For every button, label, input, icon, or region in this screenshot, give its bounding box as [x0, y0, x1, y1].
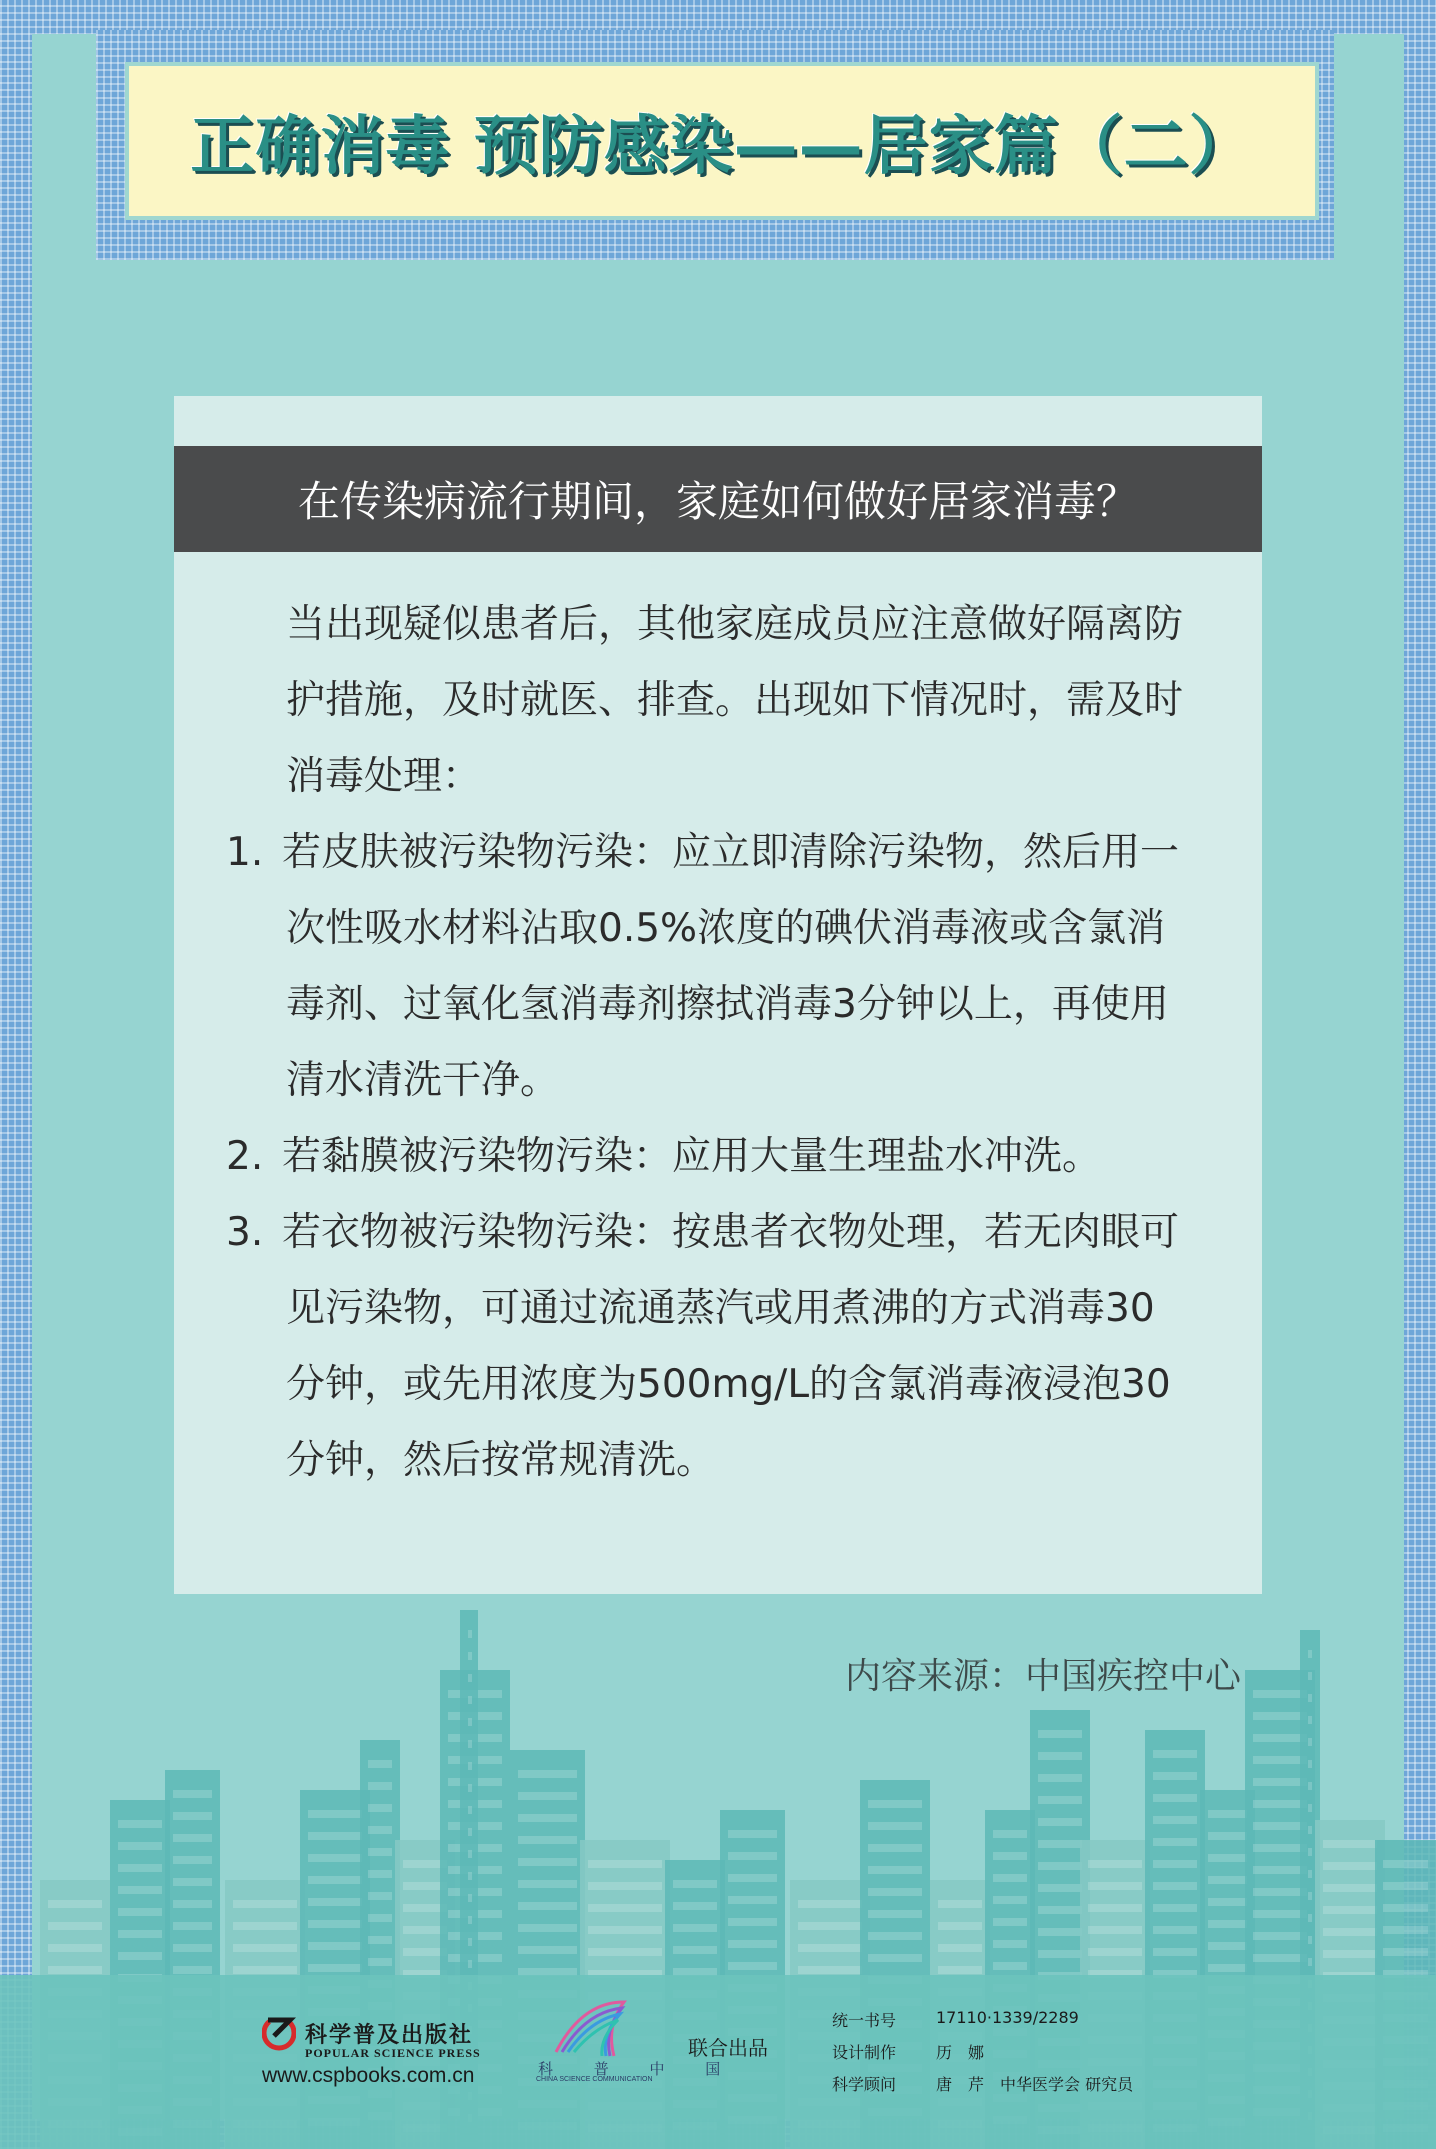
item-line: 见污染物，可通过流通蒸汽或用煮沸的方式消毒30: [286, 1286, 1155, 1331]
item-line: 若衣物被污染物污染：按患者衣物处理，若无肉眼可: [282, 1210, 1180, 1255]
item-number: 1.: [226, 830, 264, 875]
item-line: 清水清洗干净。: [286, 1058, 560, 1103]
credit-value: 历 娜: [936, 2043, 985, 2062]
question-text: 在传染病流行期间，家庭如何做好居家消毒？: [297, 477, 1138, 526]
joint-production: 联合出品: [688, 2036, 768, 2060]
intro-line: 消毒处理：: [286, 754, 482, 799]
item-line: 若皮肤被污染物污染：应立即清除污染物，然后用一: [282, 830, 1180, 875]
publisher-logo-icon: [262, 2014, 296, 2052]
credit-value: 唐 芹 中华医学会 研究员: [936, 2075, 1134, 2094]
intro-line: 护措施，及时就医、排查。出现如下情况时，需及时: [286, 678, 1184, 723]
publisher-name-en: POPULAR SCIENCE PRESS: [305, 2046, 481, 2060]
credit-label: 科学顾问: [832, 2075, 897, 2094]
poster-title: 正确消毒 预防感染——居家篇（二）: [190, 110, 1254, 184]
publisher-name: 科学普及出版社: [305, 2022, 474, 2048]
item-number: 3.: [226, 1210, 264, 1255]
item-line: 分钟，或先用浓度为500mg/L的含氯消毒液浸泡30: [286, 1362, 1171, 1407]
content-source: 内容来源：中国疾控中心: [844, 1656, 1241, 1697]
intro-line: 当出现疑似患者后，其他家庭成员应注意做好隔离防: [286, 602, 1184, 647]
item-line: 若黏膜被污染物污染：应用大量生理盐水冲洗。: [282, 1134, 1102, 1179]
credit-label: 设计制作: [832, 2043, 897, 2062]
item-line: 分钟，然后按常规清洗。: [286, 1438, 716, 1483]
item-number: 2.: [226, 1134, 264, 1179]
credit-value: 17110·1339/2289: [936, 2008, 1079, 2027]
kepu-name-en: CHINA SCIENCE COMMUNICATION: [536, 2076, 653, 2083]
publisher-url: www.cspbooks.com.cn: [262, 2064, 475, 2087]
item-line: 次性吸水材料沾取0.5%浓度的碘伏消毒液或含氯消: [286, 906, 1166, 951]
kepu-name: 科 普 中 国: [538, 2060, 739, 2078]
kepu-logo-icon: [552, 1998, 632, 2060]
credit-label: 统一书号: [832, 2011, 897, 2030]
item-line: 毒剂、过氧化氢消毒剂擦拭消毒3分钟以上，再使用: [286, 982, 1169, 1027]
